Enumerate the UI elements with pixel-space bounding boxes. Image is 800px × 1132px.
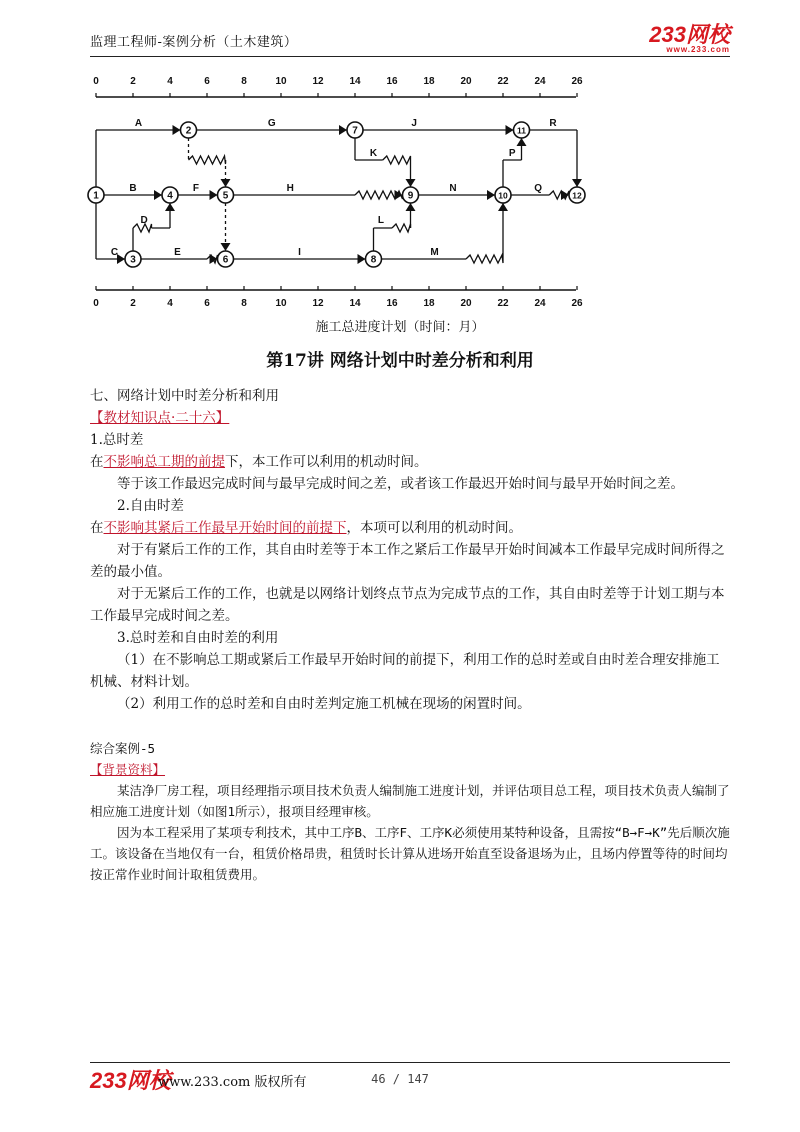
axis-label-top: 24	[534, 76, 546, 87]
header-title: 监理工程师-案例分析（土木建筑）	[90, 35, 298, 50]
node-label: 4	[167, 190, 173, 202]
axis-label-bottom: 0	[93, 298, 99, 309]
network-diagram	[80, 72, 600, 312]
case-paragraph-1: 某洁净厂房工程，项目经理指示项目技术负责人编制施工进度计划，并评估项目总工程，项目技术负责人编制了相应施工进度计划（如图1所示），报项目经理审核。	[90, 783, 730, 819]
item1-title: 1.总时差	[90, 432, 144, 448]
axis-label-bottom: 6	[204, 298, 210, 309]
node-label: 8	[370, 254, 377, 266]
axis-label-top: 14	[349, 76, 361, 87]
axis-label-top: 16	[386, 76, 398, 87]
axis-label-bottom: 4	[167, 298, 173, 309]
activity-label: K	[369, 148, 378, 159]
activity-label: C	[110, 247, 119, 258]
activity-label: A	[134, 118, 143, 129]
arrow-head	[517, 138, 527, 146]
case-paragraph-2: 因为本工程采用了某项专利技术，其中工序B、工序F、工序K必须使用某特种设备，且需按“B→F→K”先后顺次施工。该设备在当地仅有一台，租赁价格昂贵，租赁时长计算从进场开始直至设备退场为止，且场内停置等待的时间均按正常作业时间计取租赁费用。	[90, 825, 730, 882]
activity-label: J	[411, 118, 417, 129]
axis-label-top: 18	[423, 76, 435, 87]
axis-label-top: 10	[275, 76, 287, 87]
brand-logo-site: www.233.com	[666, 45, 730, 54]
case-title: 综合案例-5	[90, 741, 156, 756]
node-label: 6	[222, 254, 229, 266]
item2-text-2: 对于无紧后工作的工作，也就是以网络计划终点节点为完成节点的工作，其自由时差等于计划工期与本工作最早完成时间之差。	[90, 586, 725, 624]
activity-label: L	[377, 215, 384, 226]
axis-label-bottom: 24	[534, 298, 546, 309]
node-label: 10	[498, 190, 508, 201]
arrow-head	[210, 254, 218, 264]
knowledge-section	[90, 385, 730, 715]
item3-text-1: （1）在不影响总工期或紧后工作最早开始时间的前提下，利用工作的总时差或自由时差合理安排施工机械、材料计划。	[90, 652, 720, 690]
arrow-head	[117, 254, 125, 264]
axis-label-top: 2	[130, 76, 136, 87]
axis-label-top: 0	[93, 76, 99, 87]
arrow-head	[487, 190, 495, 200]
item1-definition	[90, 451, 730, 473]
arrow-head	[406, 179, 416, 187]
arrow-head	[165, 203, 175, 211]
arrow-head	[406, 203, 416, 211]
node-label: 12	[572, 190, 582, 201]
node-label: 11	[517, 125, 526, 136]
arrow-head	[221, 243, 231, 251]
footer-logo[interactable]: 233网校	[90, 1068, 171, 1093]
axis-label-top: 8	[241, 76, 247, 87]
footer-copyright: www.233.com 版权所有	[158, 1075, 307, 1090]
item1-def-suffix: 下，本工作可以利用的机动时间。	[225, 454, 428, 470]
arrow-head	[173, 125, 181, 135]
case-tag: 【背景资料】	[90, 762, 166, 777]
axis-label-bottom: 10	[275, 298, 287, 309]
axis-label-top: 12	[312, 76, 324, 87]
header-rule	[90, 56, 730, 57]
axis-label-bottom: 20	[460, 298, 472, 309]
node-label: 2	[185, 125, 192, 137]
axis-label-bottom: 26	[571, 298, 583, 309]
axis-label-bottom: 2	[130, 298, 136, 309]
arrow-head	[572, 179, 582, 187]
arrow-head	[154, 190, 162, 200]
lecture-title: 第17讲 网络计划中时差分析和利用	[266, 351, 534, 371]
axis-label-top: 20	[460, 76, 472, 87]
item2-def-prefix: 在	[90, 520, 104, 536]
activity-label: D	[140, 215, 148, 226]
axis-label-bottom: 8	[241, 298, 247, 309]
axis-label-bottom: 12	[312, 298, 324, 309]
node-label: 7	[352, 125, 358, 137]
activity-label: R	[549, 118, 557, 129]
free-float-wave	[392, 224, 411, 232]
page-number: 46 / 147	[371, 1072, 429, 1086]
axis-label-bottom: 22	[497, 298, 509, 309]
brand-logo-text: 233网校	[649, 22, 730, 47]
activity-label: G	[267, 118, 276, 129]
arrow-head	[339, 125, 347, 135]
activity-label: H	[286, 183, 294, 194]
item2-def-key: 不影响其紧后工作最早开始时间的前提下	[103, 520, 347, 536]
item2-text-1: 对于有紧后工作的工作，其自由时差等于本工作之紧后工作最早开始时间减本工作最早完成时间所得之差的最小值。	[90, 542, 725, 580]
arrow-head	[358, 254, 366, 264]
case-section	[90, 738, 730, 885]
free-float-wave	[383, 156, 411, 164]
node-label: 3	[130, 254, 136, 266]
axis-label-bottom: 16	[386, 298, 398, 309]
activity-label: E	[174, 247, 181, 258]
item1-def-prefix: 在	[90, 454, 104, 470]
axis-label-top: 4	[167, 76, 173, 87]
activity-label: B	[129, 183, 137, 194]
brand-logo[interactable]	[649, 18, 730, 54]
activity-label: I	[298, 247, 301, 258]
item3-title: 3.总时差和自由时差的利用	[117, 630, 279, 646]
node-label: 1	[93, 190, 99, 202]
axis-label-top: 6	[204, 76, 210, 87]
item2-def-suffix: ，本项可以利用的机动时间。	[346, 520, 522, 536]
activity-label: Q	[534, 183, 543, 194]
activity-label: P	[508, 148, 516, 159]
item2-title: 2.自由时差	[117, 498, 184, 514]
activity-label: F	[192, 183, 199, 194]
node-label: 9	[407, 190, 414, 202]
activity-label: M	[430, 247, 439, 258]
axis-label-top: 22	[497, 76, 509, 87]
node-label: 5	[222, 190, 229, 202]
axis-label-bottom: 18	[423, 298, 435, 309]
arrow-head	[221, 179, 231, 187]
free-float-wave	[189, 156, 226, 164]
footer-rule	[90, 1062, 730, 1063]
free-float-wave	[466, 255, 503, 263]
knowledge-tag: 【教材知识点·二十六】	[90, 410, 230, 426]
item2-definition	[90, 517, 730, 539]
activity-label: N	[449, 183, 457, 194]
section-heading: 七、网络计划中时差分析和利用	[90, 388, 279, 404]
diagram-caption: 施工总进度计划（时间：月）	[315, 319, 485, 334]
arrow-head	[498, 203, 508, 211]
axis-label-top: 26	[571, 76, 583, 87]
item3-text-2: （2）利用工作的总时差和自由时差判定施工机械在现场的闲置时间。	[117, 696, 531, 712]
axis-label-bottom: 14	[349, 298, 361, 309]
item1-text: 等于该工作最迟完成时间与最早完成时间之差，或者该工作最迟开始时间与最早开始时间之差。	[117, 476, 684, 492]
item1-def-key: 不影响总工期的前提	[103, 454, 225, 470]
arrow-head	[210, 190, 218, 200]
arrow-head	[506, 125, 514, 135]
